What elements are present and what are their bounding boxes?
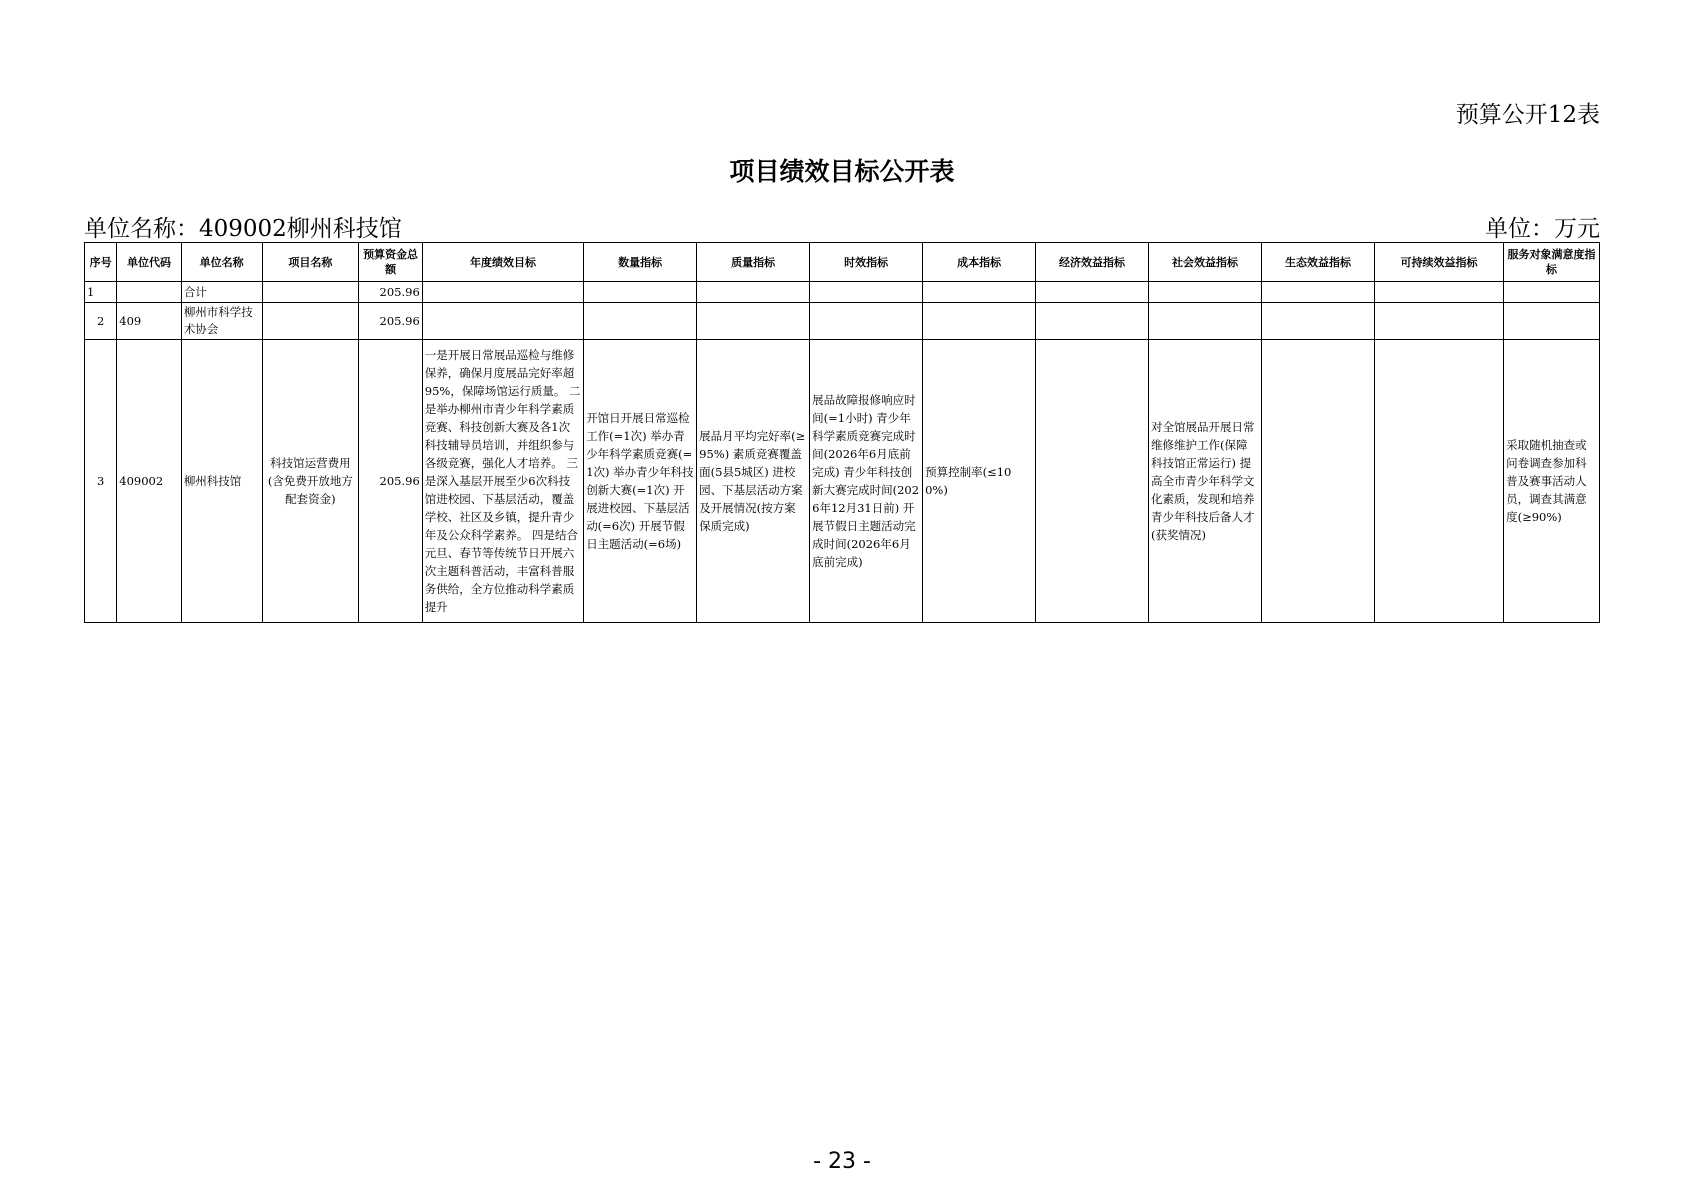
cell-code: 409 [117, 303, 182, 340]
cell-timeliness: 展品故障报修响应时间(=1小时) 青少年科学素质竞赛完成时间(2026年6月底前完成) 青少年科技创新大赛完成时间(2026年12月31日前) 开展节假日主题活动完成时间(2026年6月底前完成) [810, 340, 923, 623]
header-seq: 序号 [85, 243, 117, 282]
cell-social [1149, 282, 1262, 303]
cell-economic [1036, 340, 1149, 623]
table-row [85, 282, 1600, 303]
cell-name: 合计 [181, 282, 262, 303]
cell-budget: 205.96 [359, 303, 422, 340]
cell-quantity [584, 303, 697, 340]
header-annual-goal: 年度绩效目标 [422, 243, 583, 282]
cell-ecological [1262, 303, 1375, 340]
cell-quality: 展品月平均完好率(≥95%) 素质竞赛覆盖面(5县5城区) 进校园、下基层活动方案及开展情况(按方案保质完成) [697, 340, 810, 623]
currency-unit: 单位：万元 [1485, 216, 1600, 242]
header-timeliness: 时效指标 [810, 243, 923, 282]
cell-quality [697, 282, 810, 303]
cell-cost [923, 303, 1036, 340]
cell-ecological [1262, 282, 1375, 303]
cell-ecological [1262, 340, 1375, 623]
header-sustainable: 可持续效益指标 [1374, 243, 1503, 282]
header-project: 项目名称 [262, 243, 359, 282]
header-social: 社会效益指标 [1149, 243, 1262, 282]
table-number-label: 预算公开12表 [1455, 102, 1600, 128]
cell-seq: 3 [85, 340, 117, 623]
cell-annual-goal [422, 282, 583, 303]
cell-code: 409002 [117, 340, 182, 623]
cell-code [117, 282, 182, 303]
cell-annual-goal: 一是开展日常展品巡检与维修保养，确保月度展品完好率超95%，保障场馆运行质量。 二是举办柳州市青少年科学素质竞赛、科技创新大赛及各1次科技辅导员培训，并组织参与各级竞赛，强化人才培养。 三是深入基层开展至少6次科技馆进校园、下基层活动，覆盖学校、社区及乡镇，提升青少年及公众科学素养。 四是结合元旦、春节等传统节日开展六次主题科普活动，丰富科普服务供给，全方位推动科学素质提升 [422, 340, 583, 623]
cell-sustainable [1374, 282, 1503, 303]
cell-social [1149, 303, 1262, 340]
document-title: 项目绩效目标公开表 [729, 157, 955, 186]
cell-sustainable [1374, 340, 1503, 623]
cell-budget: 205.96 [359, 340, 422, 623]
cell-satisfaction [1504, 282, 1600, 303]
header-ecological: 生态效益指标 [1262, 243, 1375, 282]
header-name: 单位名称 [181, 243, 262, 282]
header-satisfaction: 服务对象满意度指标 [1504, 243, 1600, 282]
header-quantity: 数量指标 [584, 243, 697, 282]
unit-name: 单位名称：409002柳州科技馆 [84, 216, 402, 242]
cell-project: 科技馆运营费用(含免费开放地方配套资金) [262, 340, 359, 623]
cell-seq: 2 [85, 303, 117, 340]
header-code: 单位代码 [117, 243, 182, 282]
cell-seq: 1 [85, 282, 117, 303]
header-budget: 预算资金总额 [359, 243, 422, 282]
cell-satisfaction: 采取随机抽查或问卷调查参加科普及赛事活动人员，调查其满意度(≥90%) [1504, 340, 1600, 623]
page-number: - 23 - [813, 1149, 871, 1174]
cell-project [262, 282, 359, 303]
performance-goal-table [84, 242, 1600, 623]
cell-timeliness [810, 282, 923, 303]
table-header-row [85, 243, 1600, 282]
cell-cost [923, 282, 1036, 303]
cell-cost: 预算控制率(≤100%) [923, 340, 1036, 623]
cell-economic [1036, 282, 1149, 303]
cell-name: 柳州科技馆 [181, 340, 262, 623]
cell-annual-goal [422, 303, 583, 340]
cell-project [262, 303, 359, 340]
table-row [85, 340, 1600, 623]
cell-sustainable [1374, 303, 1503, 340]
table-row [85, 303, 1600, 340]
cell-name: 柳州市科学技术协会 [181, 303, 262, 340]
cell-social: 对全馆展品开展日常维修维护工作(保障科技馆正常运行) 提高全市青少年科学文化素质，发现和培养青少年科技后备人才(获奖情况) [1149, 340, 1262, 623]
header-cost: 成本指标 [923, 243, 1036, 282]
cell-satisfaction [1504, 303, 1600, 340]
header-economic: 经济效益指标 [1036, 243, 1149, 282]
header-quality: 质量指标 [697, 243, 810, 282]
cell-quality [697, 303, 810, 340]
cell-budget: 205.96 [359, 282, 422, 303]
cell-quantity: 开馆日开展日常巡检工作(=1次) 举办青少年科学素质竞赛(=1次) 举办青少年科技创新大赛(=1次) 开展进校园、下基层活动(=6次) 开展节假日主题活动(=6场) [584, 340, 697, 623]
cell-timeliness [810, 303, 923, 340]
cell-quantity [584, 282, 697, 303]
cell-economic [1036, 303, 1149, 340]
